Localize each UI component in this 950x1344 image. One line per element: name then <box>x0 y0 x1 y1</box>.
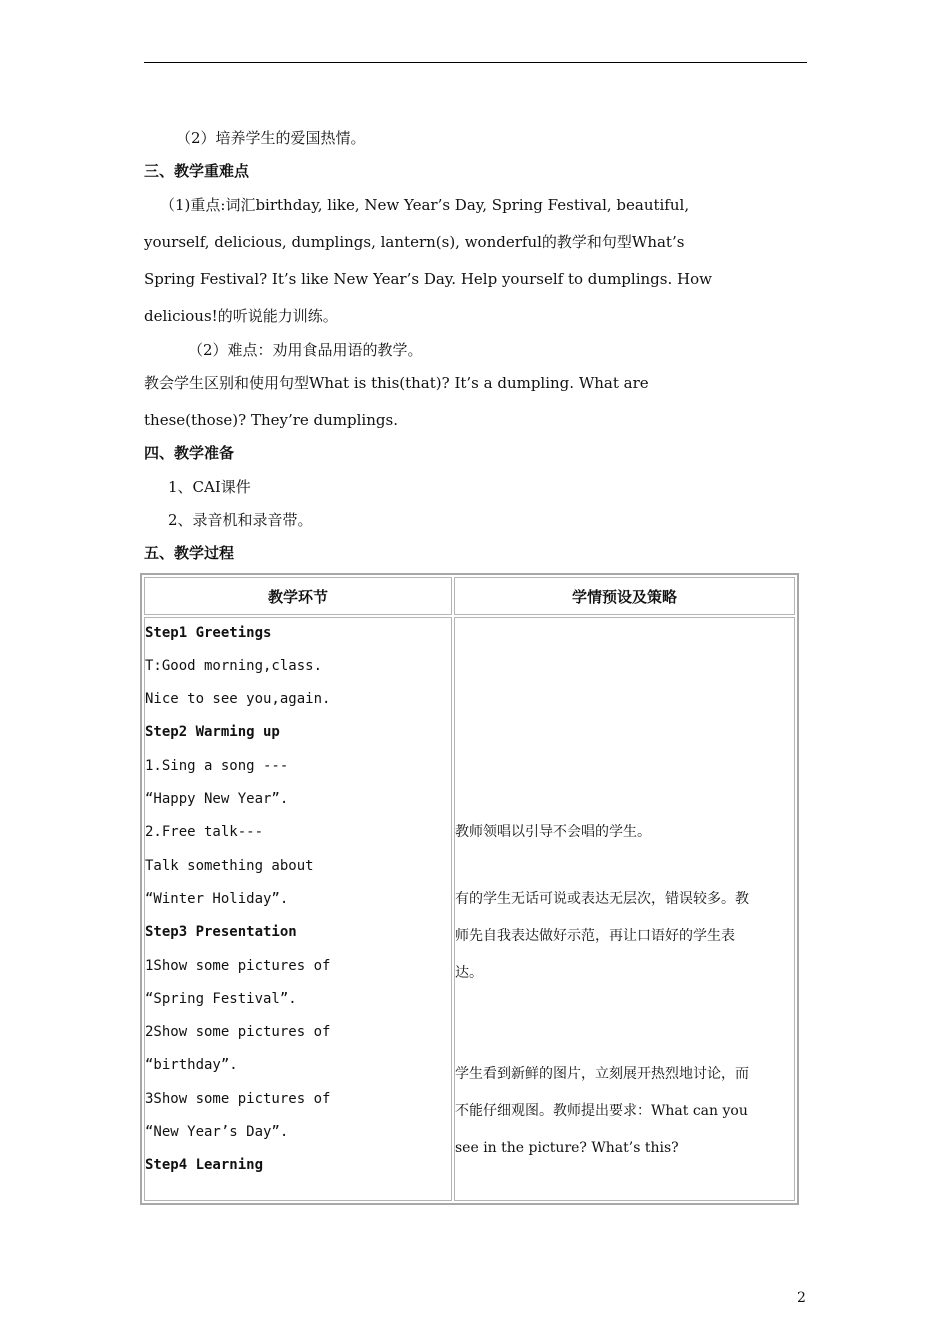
strategy-line: 有的学生无话可说或表达无层次，错误较多。教 <box>455 891 749 907</box>
header-rule <box>144 62 807 63</box>
section-5-title: 五、教学过程 <box>144 544 235 562</box>
step-line: “birthday”. <box>145 1057 238 1073</box>
strategy-line: 不能仔细观图。教师提出要求：What can you <box>455 1103 748 1119</box>
step-heading: Step3 Presentation <box>145 924 297 940</box>
steps-cell <box>144 617 452 1201</box>
step-line: 2.Free talk--- <box>145 824 264 840</box>
prep-item: 2、录音机和录音带。 <box>168 511 313 529</box>
step-heading: Step2 Warming up <box>145 724 280 740</box>
key-point-line: delicious!的听说能力训练。 <box>144 307 338 325</box>
strategy-line: 教师领唱以引导不会唱的学生。 <box>455 824 651 840</box>
key-point-line: yourself, delicious, dumplings, lantern(s), wonderful的教学和句型What’s <box>144 233 685 251</box>
step-line: Talk something about <box>145 858 314 874</box>
prep-item: 1、CAI课件 <box>168 478 251 496</box>
difficulty-line: these(those)? They’re dumplings. <box>144 411 398 429</box>
difficulty-line: （2）难点：劝用食品用语的教学。 <box>188 341 423 359</box>
section-4-title: 四、教学准备 <box>144 444 235 462</box>
strategy-line: see in the picture? What’s this? <box>455 1140 679 1156</box>
strategy-line: 学生看到新鲜的图片，立刻展开热烈地讨论，而 <box>455 1066 749 1082</box>
step-line: “Spring Festival”. <box>145 991 297 1007</box>
strategy-line: 师先自我表达做好示范，再让口语好的学生表 <box>455 928 735 944</box>
step-line: “Winter Holiday”. <box>145 891 289 907</box>
step-heading: Step1 Greetings <box>145 625 272 641</box>
key-point-line: Spring Festival? It’s like New Year’s Day. Help yourself to dumplings. How <box>144 270 712 288</box>
strategy-line: 达。 <box>455 965 483 981</box>
key-point-line: （1)重点:词汇birthday, like, New Year’s Day, Spring Festival, beautiful, <box>160 196 690 214</box>
goal-2: （2）培养学生的爱国热情。 <box>176 129 366 147</box>
step-line: 3Show some pictures of <box>145 1091 331 1107</box>
step-heading: Step4 Learning <box>145 1157 264 1173</box>
table-header-strategy: 学情预设及策略 <box>454 577 795 615</box>
strategy-cell <box>454 617 795 1201</box>
step-line: 1Show some pictures of <box>145 958 331 974</box>
step-line: 1.Sing a song --- <box>145 758 289 774</box>
step-line: “Happy New Year”. <box>145 791 289 807</box>
step-line: T:Good morning,class. <box>145 658 323 674</box>
step-line: Nice to see you,again. <box>145 691 331 707</box>
lesson-process-table <box>140 573 799 1205</box>
step-line: 2Show some pictures of <box>145 1024 331 1040</box>
difficulty-line: 教会学生区别和使用句型What is this(that)? It’s a dumpling. What are <box>144 374 649 392</box>
section-3-title: 三、教学重难点 <box>144 162 250 180</box>
page-number: 2 <box>797 1290 806 1306</box>
step-line: “New Year’s Day”. <box>145 1124 289 1140</box>
table-header-steps: 教学环节 <box>144 577 452 615</box>
